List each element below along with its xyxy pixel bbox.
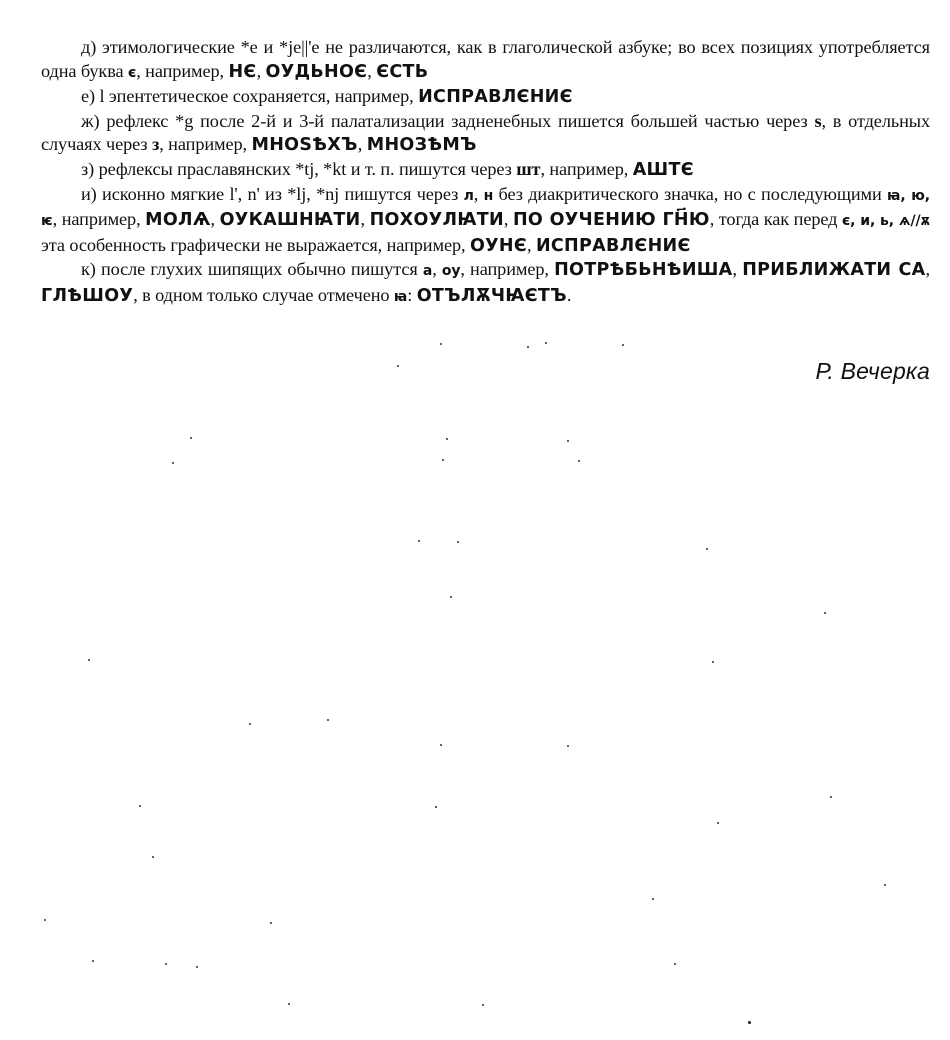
text-run: ,: [527, 234, 536, 255]
text-run: , в одном только случае отмечено: [133, 284, 394, 305]
paragraph-k: [41, 258, 930, 309]
example-word: ОУДЬНОЄ: [265, 61, 368, 82]
paragraph-zh: [41, 110, 930, 158]
paragraph-d: [41, 36, 930, 85]
example-word: ОТЪЛѪЧꙖЄТЪ: [416, 285, 567, 306]
example-word: ИСПРАВЛЄНИЄ: [418, 87, 573, 108]
paragraph-i: [41, 183, 930, 259]
text-run: е) l эпентетическое сохраняется, например,: [81, 86, 419, 107]
text-run: ,: [503, 209, 513, 230]
letter-form: н: [483, 187, 494, 204]
example-word: ГЛѢШОУ: [41, 285, 134, 306]
text-run: эта особенность графически не выражается, например,: [41, 234, 470, 255]
text-run: з) рефлексы праславянских *tj, *kt и т. п. пишутся через: [81, 158, 517, 179]
letter-form: ꙗ: [393, 288, 408, 305]
letter-form: л: [463, 187, 474, 204]
text-run: ,: [210, 209, 220, 230]
example-word: НЄ: [228, 61, 257, 82]
text-run: ,: [473, 183, 484, 204]
text-run: ,: [925, 259, 930, 280]
text-run: ж) рефлекс *g после 2-й и 3-й палатализации задненебных пишется большей частью через: [81, 110, 815, 131]
letter-form: шт: [516, 158, 541, 179]
text-run: ,: [256, 60, 266, 81]
text-run: ,: [367, 60, 377, 81]
text-run: ,: [357, 134, 367, 155]
letter-form: є: [128, 64, 137, 81]
text-run: , в отдельных случаях через: [41, 110, 930, 155]
text-run: к) после глухих шипящих обычно пишутся: [81, 259, 423, 280]
example-word: ПОТРѢБЬНѢИША: [554, 260, 733, 281]
text-run: :: [407, 284, 417, 305]
text-run: ,: [360, 209, 370, 230]
text-run: .: [566, 284, 572, 305]
letter-form: ꙗ, ю, ѥ: [41, 187, 930, 230]
example-word: ПО ОУЧЕНИЮ ГН҃Ю: [512, 210, 710, 231]
paragraph-z: [41, 158, 930, 183]
letter-form: а: [422, 263, 433, 280]
example-word: МНОЗѢМЪ: [366, 135, 477, 156]
example-word: ПРИБЛИЖАТИ СА: [742, 260, 926, 281]
text-run: ,: [732, 259, 743, 280]
author-signature: Р. Вечерка: [815, 358, 930, 384]
document-body: [41, 36, 930, 310]
text-run: , например,: [136, 60, 229, 81]
letter-form: є, и, ь, ѧ//ѫ: [841, 213, 931, 230]
text-run: , тогда как перед: [709, 209, 842, 230]
text-run: и) исконно мягкие l', n' из *lj, *nj пишутся через: [81, 183, 464, 204]
letter-form: оу: [441, 263, 461, 280]
text-run: д) этимологические *е и *je||'e не различаются, как в глаголической азбуке; во всех позициях употребляется одна буква: [41, 37, 930, 81]
text-run: , например,: [540, 158, 633, 179]
text-run: , например,: [52, 209, 146, 230]
example-word: ИСПРАВЛЄНИЄ: [535, 235, 691, 256]
letter-form: ѕ: [814, 110, 822, 131]
example-word: ОУНЄ: [469, 235, 527, 256]
paragraph-e: [41, 85, 930, 110]
example-word: МНОЅѢХЪ: [251, 135, 358, 156]
letter-form: з: [151, 134, 160, 155]
example-word: АШТЄ: [632, 159, 694, 180]
example-word: ПОХОУЛꙖТИ: [369, 210, 504, 231]
text-run: ,: [432, 259, 442, 280]
text-run: , например,: [460, 259, 555, 280]
text-run: без диакритического значка, но с последующими: [493, 183, 888, 204]
text-run: , например,: [159, 134, 252, 155]
example-word: ОУКАШНꙖТИ: [219, 210, 361, 231]
example-word: ЄСТЬ: [376, 61, 429, 82]
example-word: МОЛѦ: [145, 210, 211, 231]
